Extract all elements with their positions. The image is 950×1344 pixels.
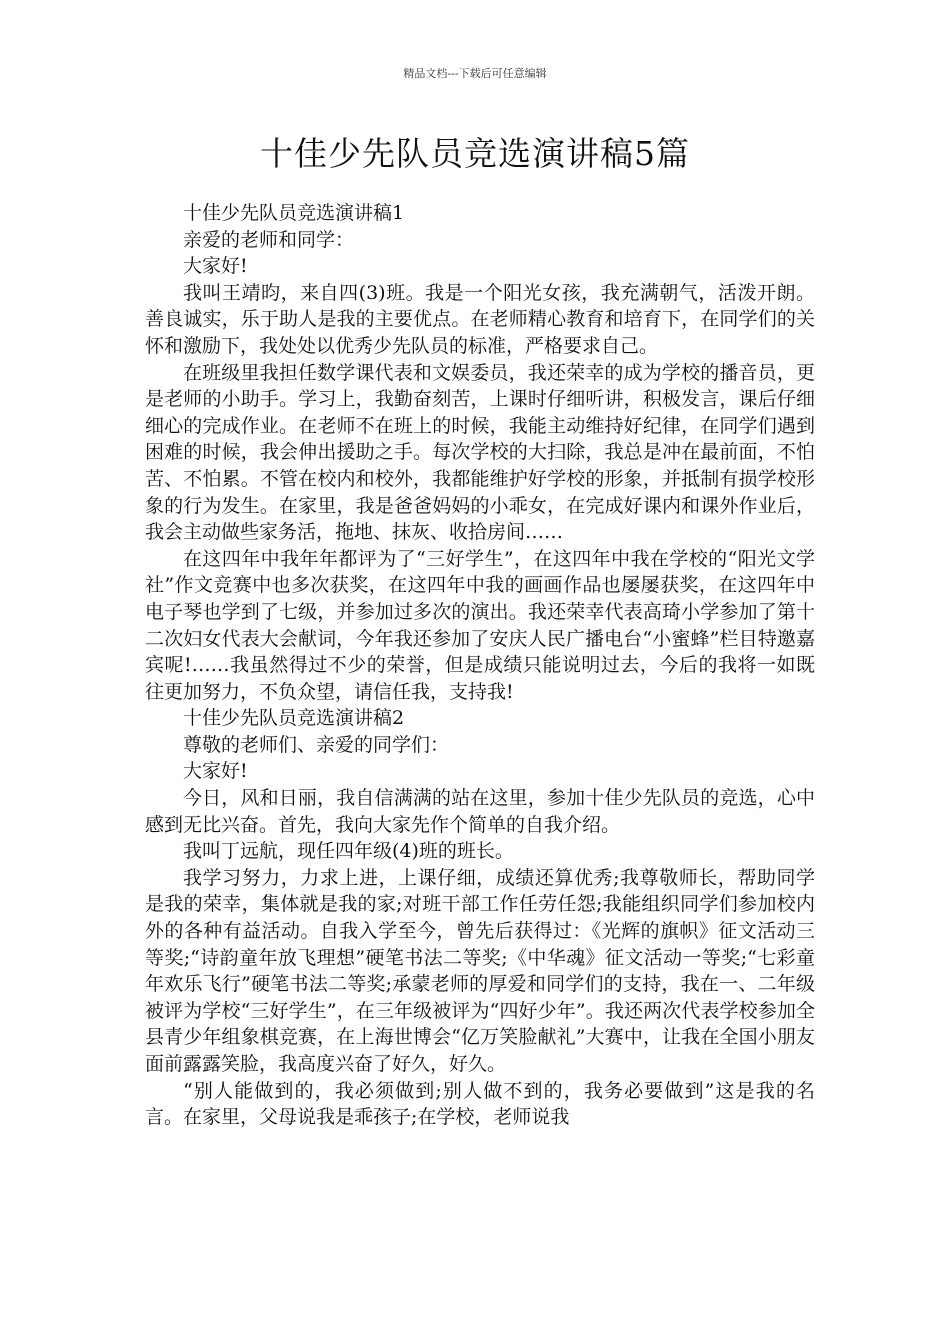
salutation: 尊敬的老师们、亲爱的同学们： [183,733,450,756]
greeting: 大家好! [183,760,248,783]
document-body [145,200,815,1131]
header-note: 精品文档---下载后可任意编辑 [403,67,547,80]
section-heading: 十佳少先队员竞选演讲稿2 [183,707,405,730]
greeting: 大家好! [183,255,248,278]
paragraph: 我学习努力，力求上进，上课仔细，成绩还算优秀;我尊敬师长，帮助同学是我的荣幸，集体就是我的家;对班干部工作任劳任怨;我能组织同学们参加校内外的各种有益活动。自我入学至今，曾先后获得过：《光辉的旗帜》征文活动三等奖;“诗韵童年放飞理想”硬笔书法二等奖;《中华魂》征文活动一等奖;“七彩童年欢乐飞行”硬笔书法二等奖;承蒙老师的厚爱和同学们的支持，我在一、二年级被评为学校“三好学生”，在三年级被评为“四好少年”。我还两次代表学校参加全县青少年组象棋竞赛，在上海世博会“亿万笑脸献礼”大赛中，让我在全国小朋友面前露露笑脸，我高度兴奋了好久，好久。 [145,866,815,1075]
paragraph: 在班级里我担任数学课代表和文娱委员，我还荣幸的成为学校的播音员，更是老师的小助手。学习上，我勤奋刻苦，上课时仔细听讲，积极发言，课后仔细细心的完成作业。在老师不在班上的时候，我能主动维持好纪律，在同学们遇到困难的时候，我会伸出援助之手。每次学校的大扫除，我总是冲在最前面，不怕苦、不怕累。不管在校内和校外，我都能维护好学校的形象，并抵制有损学校形象的行为发生。在家里，我是爸爸妈妈的小乖女，在完成好课内和课外作业后，我会主动做些家务活，拖地、抹灰、收拾房间…… [145,361,815,544]
paragraph: 在这四年中我年年都评为了“三好学生”，在这四年中我在学校的“阳光文学社”作文竞赛中也多次获奖，在这四年中我的画画作品也屡屡获奖，在这四年中电子琴也学到了七级，并参加过多次的演出。我还荣幸代表高琦小学参加了第十二次妇女代表大会献词，今年我还参加了安庆人民广播电台“小蜜蜂”栏目特邀嘉宾呢!……我虽然得过不少的荣誉，但是成绩只能说明过去，今后的我将一如既往更加努力，不负众望，请信任我，支持我! [145,547,815,703]
paragraph: 今日，风和日丽，我自信满满的站在这里，参加十佳少先队员的竞选，心中感到无比兴奋。首先，我向大家先作个简单的自我介绍。 [145,787,815,836]
paragraph: “别人能做到的，我必须做到;别人做不到的，我务必要做到”这是我的名言。在家里，父母说我是乖孩子;在学校，老师说我 [145,1079,815,1129]
salutation: 亲爱的老师和同学： [183,228,355,251]
section-heading: 十佳少先队员竞选演讲稿1 [183,202,405,224]
document-title: 十佳少先队员竞选演讲稿5篇 [260,134,690,173]
paragraph: 我叫王靖昀，来自四(3)班。我是一个阳光女孩，我充满朝气，活泼开朗。善良诚实，乐于助人是我的主要优点。在老师精心教育和培育下，在同学们的关怀和激励下，我处处以优秀少先队员的标准，严格要求自己。 [145,281,815,357]
paragraph: 我叫丁远航，现任四年级(4)班的班长。 [183,840,514,863]
